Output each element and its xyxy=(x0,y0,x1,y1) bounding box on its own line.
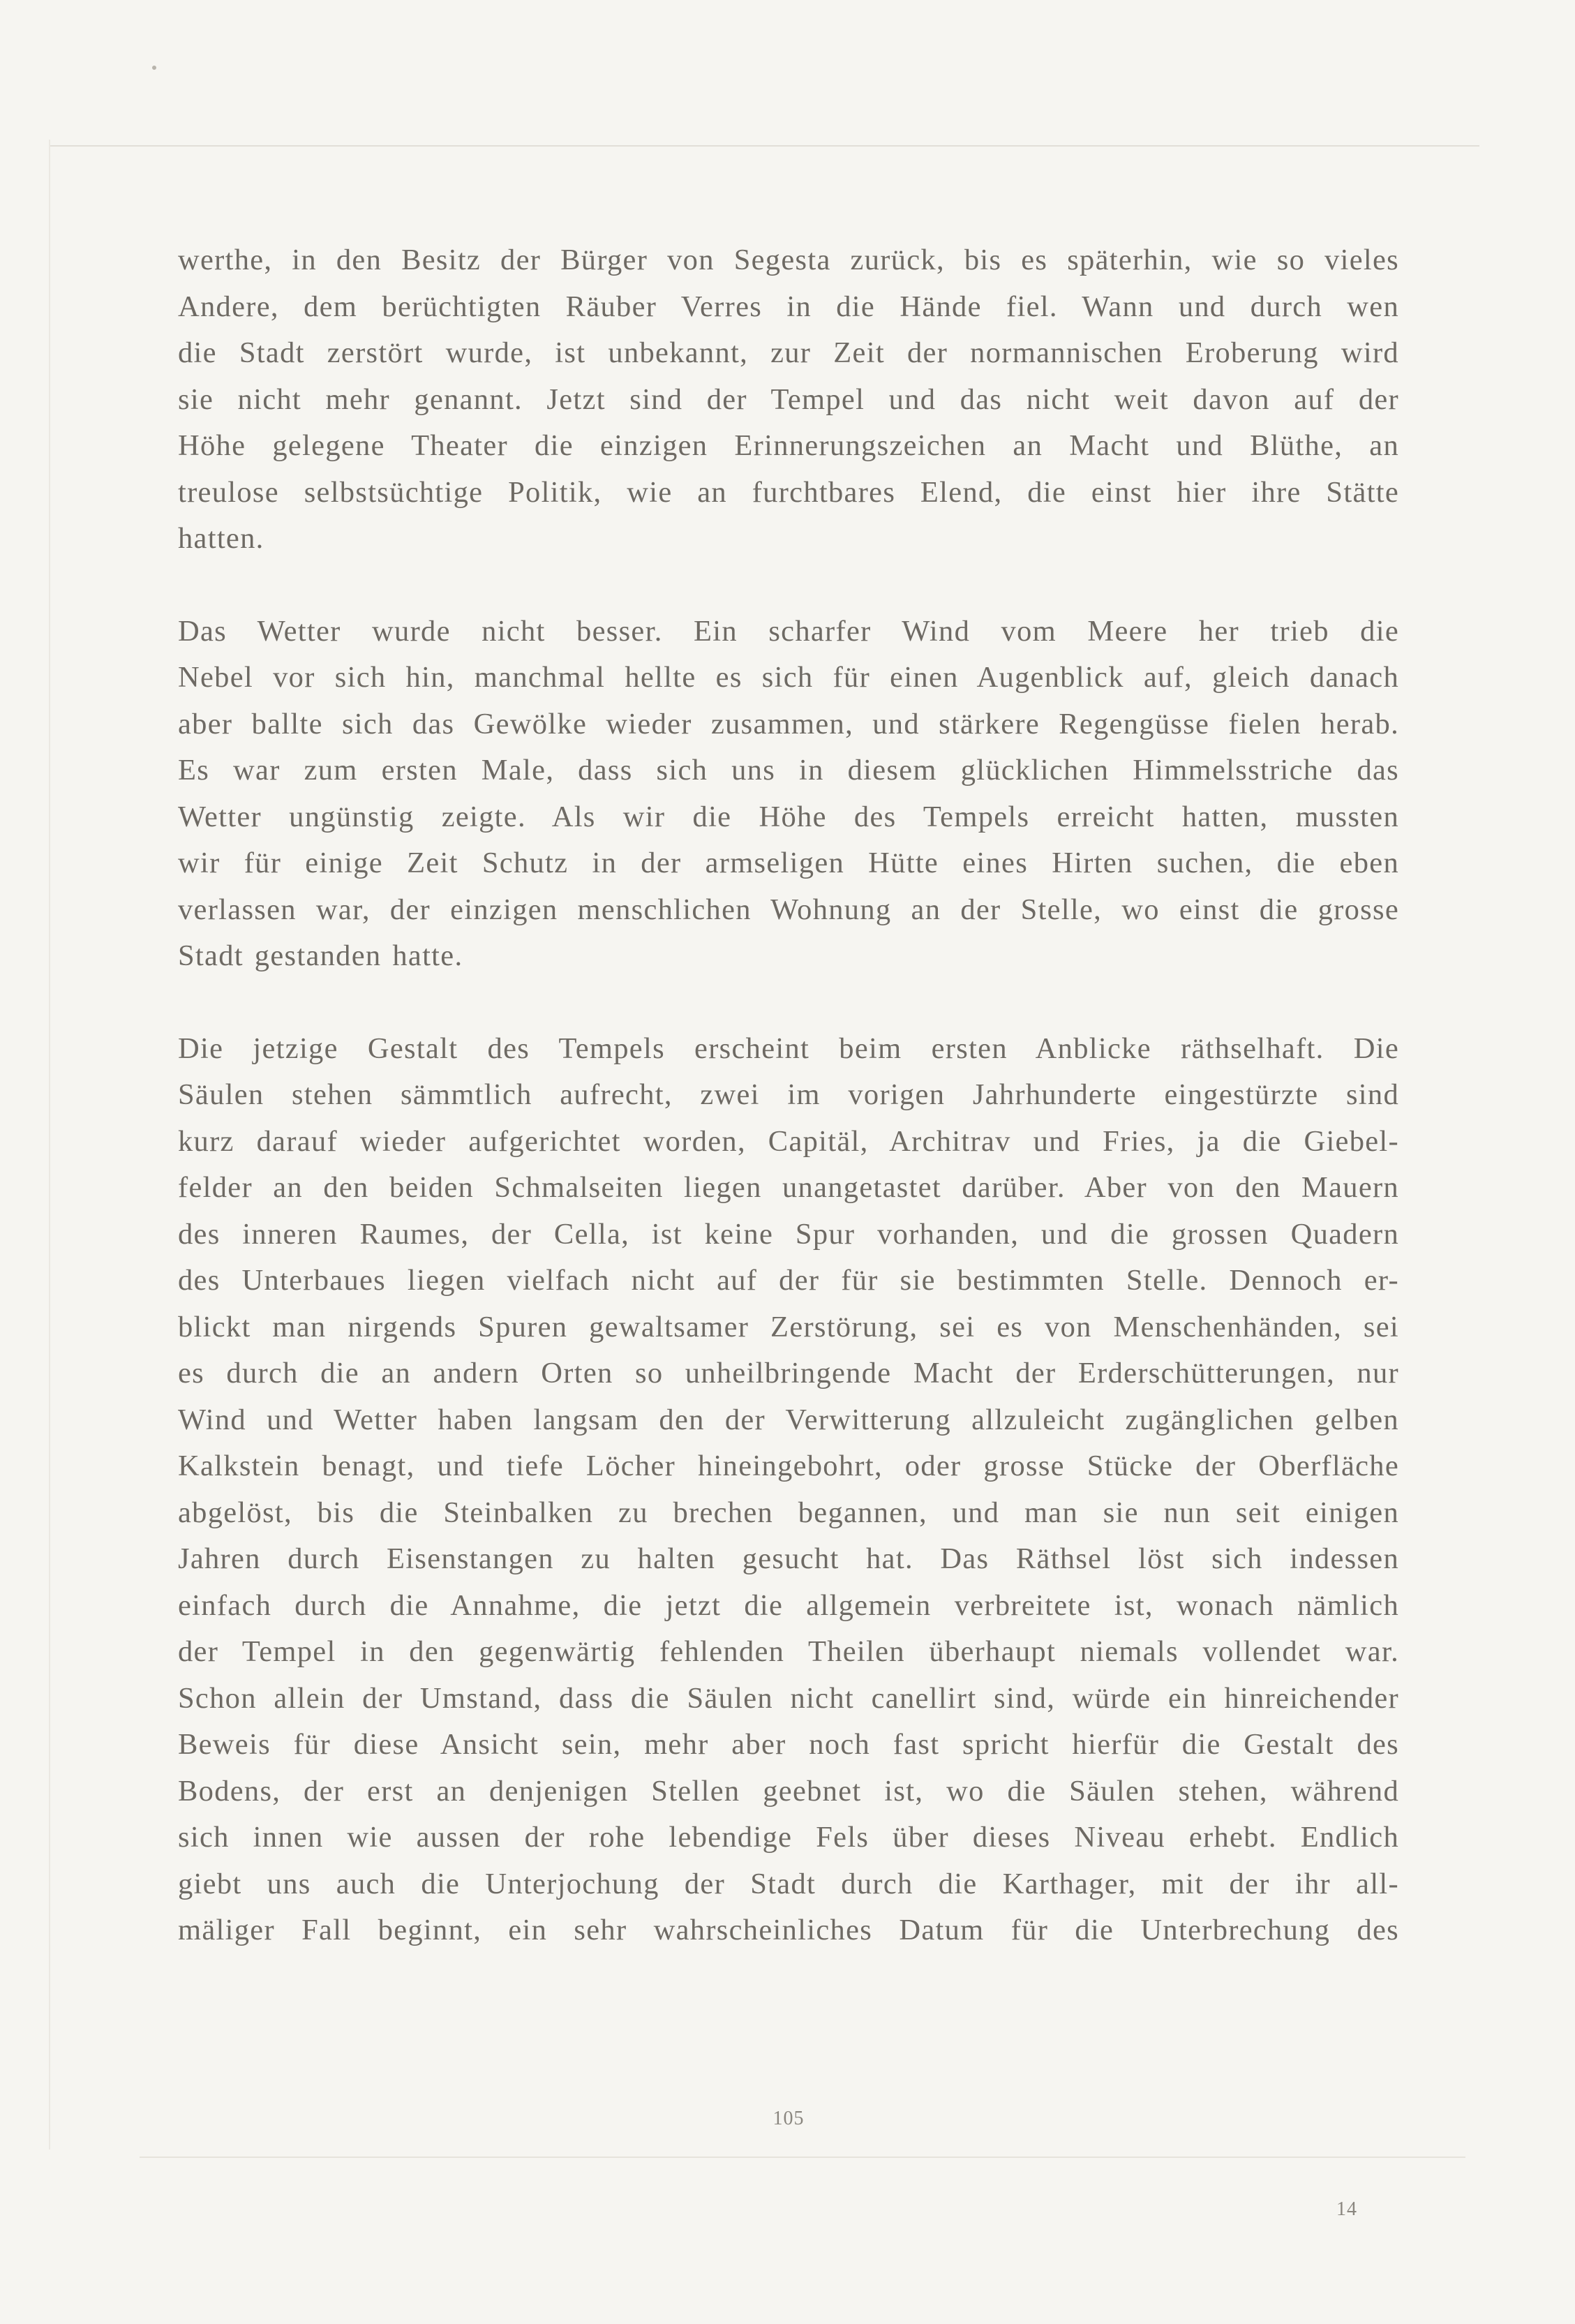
text-line: Nebel vor sich hin, manchmal hellte es sich für einen Augenblick auf, gleich danach xyxy=(178,661,1399,694)
text-line: kurz darauf wieder aufgerichtet worden, Capitäl, Architrav und Fries, ja die Giebel- xyxy=(178,1124,1399,1158)
page-edge-bottom xyxy=(140,2157,1465,2158)
text-line: treulose selbstsüchtige Politik, wie an furchtbares Elend, die einst hier ihre Stätte xyxy=(178,475,1399,509)
text-line: abgelöst, bis die Steinbalken zu brechen begannen, und man sie nun seit einigen xyxy=(178,1496,1399,1529)
text-line: Säulen stehen sämmtlich aufrecht, zwei im vorigen Jahrhunderte eingestürzte sind xyxy=(178,1078,1399,1111)
text-line: werthe, in den Besitz der Bürger von Segesta zurück, bis es späterhin, wie so vieles xyxy=(178,244,1399,276)
paragraph-3 xyxy=(178,1026,1399,1954)
text-line: aber ballte sich das Gewölke wieder zusammen, und stärkere Regengüsse fielen herab. xyxy=(178,707,1399,740)
text-line: Höhe gelegene Theater die einzigen Erinnerungszeichen an Macht und Blüthe, an xyxy=(178,429,1399,462)
page-number: 105 xyxy=(772,2108,805,2129)
text-line: Beweis für diese Ansicht sein, mehr aber noch fast spricht hierfür die Gestalt des xyxy=(178,1728,1399,1761)
text-line: Bodens, der erst an denjenigen Stellen geebnet ist, wo die Säulen stehen, während xyxy=(178,1774,1399,1808)
text-line: Stadt gestanden hatte. xyxy=(178,939,463,972)
paragraph-2 xyxy=(178,609,1399,980)
text-line: Andere, dem berüchtigten Räuber Verres in die Hände fiel. Wann und durch wen xyxy=(178,290,1399,323)
text-line: einfach durch die Annahme, die jetzt die allgemein verbreitete ist, wonach nämlich xyxy=(178,1588,1399,1622)
page-edge-left xyxy=(49,140,50,2150)
text-line: hatten. xyxy=(178,522,264,555)
body-text xyxy=(178,237,1399,1954)
text-line: mäliger Fall beginnt, ein sehr wahrscheinliches Datum für die Unterbrechung des xyxy=(178,1914,1399,1946)
text-line: sie nicht mehr genannt. Jetzt sind der Tempel und das nicht weit davon auf der xyxy=(178,382,1399,416)
text-line: Wind und Wetter haben langsam den der Verwitterung allzuleicht zugänglichen gelben xyxy=(178,1403,1399,1436)
text-line: Wetter ungünstig zeigte. Als wir die Höhe des Tempels erreicht hatten, mussten xyxy=(178,800,1399,833)
text-line: die Stadt zerstört wurde, ist unbekannt, zur Zeit der normannischen Eroberung wird xyxy=(178,336,1399,369)
text-line: wir für einige Zeit Schutz in der armseligen Hütte eines Hirten suchen, die eben xyxy=(178,847,1399,879)
text-line: giebt uns auch die Unterjochung der Stadt durch die Karthager, mit der ihr all- xyxy=(178,1867,1399,1900)
signature-mark: 14 xyxy=(1336,2198,1357,2220)
text-line: Es war zum ersten Male, dass sich uns in diesem glücklichen Himmelsstriche das xyxy=(178,754,1399,787)
text-line: sich innen wie aussen der rohe lebendige Fels über dieses Niveau erhebt. Endlich xyxy=(178,1821,1399,1854)
ink-speck xyxy=(152,66,156,70)
text-line: verlassen war, der einzigen menschlichen Wohnung an der Stelle, wo einst die grosse xyxy=(178,893,1399,926)
page-edge-top xyxy=(49,145,1479,147)
text-line: des Unterbaues liegen vielfach nicht auf der für sie bestimmten Stelle. Dennoch er- xyxy=(178,1264,1399,1297)
text-line: es durch die an andern Orten so unheilbringende Macht der Erderschütterungen, nur xyxy=(178,1357,1399,1390)
text-line: Das Wetter wurde nicht besser. Ein scharfer Wind vom Meere her trieb die xyxy=(178,614,1399,648)
text-line: felder an den beiden Schmalseiten liegen unangetastet darüber. Aber von den Mauern xyxy=(178,1171,1399,1204)
text-line: des inneren Raumes, der Cella, ist keine Spur vorhanden, und die grossen Quadern xyxy=(178,1217,1399,1251)
text-line: blickt man nirgends Spuren gewaltsamer Zerstörung, sei es von Menschenhänden, sei xyxy=(178,1310,1399,1343)
paragraph-1 xyxy=(178,237,1399,563)
text-line: Jahren durch Eisenstangen zu halten gesucht hat. Das Räthsel löst sich indessen xyxy=(178,1542,1399,1575)
text-line: Kalkstein benagt, und tiefe Löcher hineingebohrt, oder grosse Stücke der Oberfläche xyxy=(178,1450,1399,1482)
text-line: Die jetzige Gestalt des Tempels erscheint beim ersten Anblicke räthselhaft. Die xyxy=(178,1031,1399,1065)
text-line: der Tempel in den gegenwärtig fehlenden Theilen überhaupt niemals vollendet war. xyxy=(178,1635,1399,1668)
text-line: Schon allein der Umstand, dass die Säulen nicht canellirt sind, würde ein hinreichender xyxy=(178,1681,1399,1715)
